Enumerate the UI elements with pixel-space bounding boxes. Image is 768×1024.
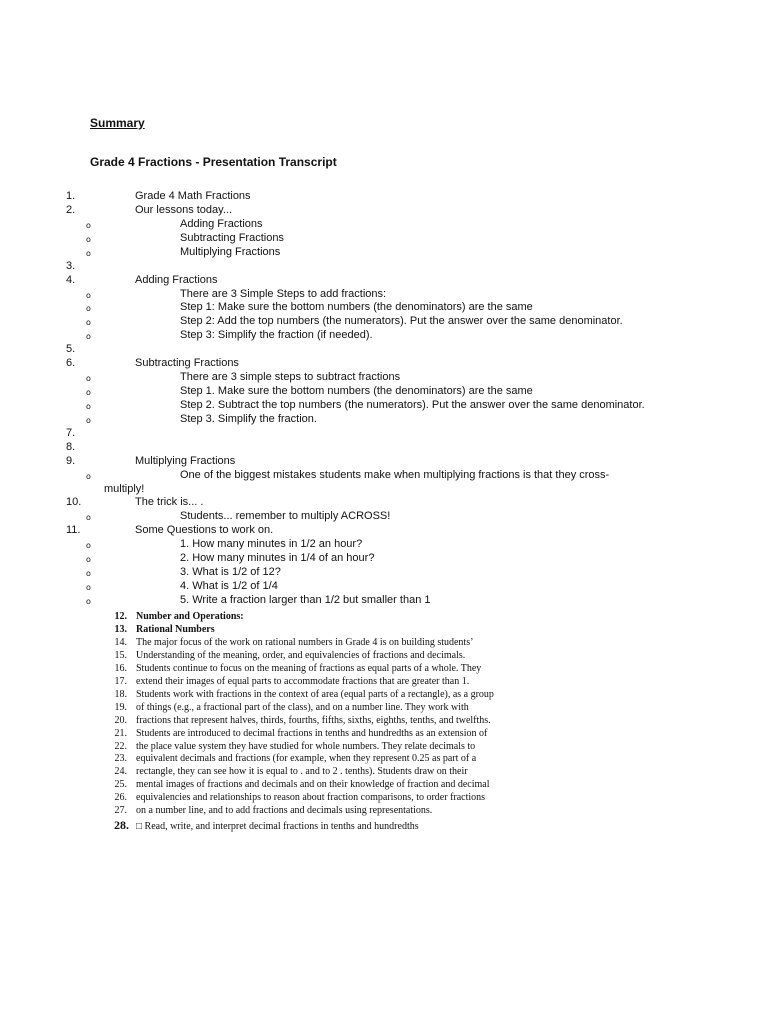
- outline-item: [0, 454, 740, 468]
- outline-number: 1.: [66, 190, 76, 202]
- numbered-line: [0, 740, 740, 754]
- outline-item: [0, 495, 740, 509]
- line-number: 20.: [114, 714, 127, 726]
- outline-number: 5.: [66, 343, 76, 356]
- line-number: 23.: [114, 753, 127, 765]
- outline-item: [0, 523, 740, 537]
- line-number: 18.: [114, 688, 127, 700]
- line-number: 19.: [114, 701, 127, 713]
- bullet-icon: o: [86, 220, 91, 230]
- line-number: 14.: [114, 636, 127, 648]
- line-text: The major focus of the work on rational numbers in Grade 4 is on building students’: [136, 636, 474, 648]
- numbered-line: [0, 804, 740, 818]
- line-text: Students work with fractions in the context of area (equal parts of a rectangle), as a group: [136, 688, 494, 700]
- outline-subitem-text: 5. Write a fraction larger than 1/2 but smaller than 1: [180, 593, 431, 606]
- outline-subitem-text: Step 3: Simplify the fraction (if needed).: [180, 329, 373, 342]
- outline-subitem-text: There are 3 Simple Steps to add fractions:: [180, 287, 387, 300]
- line-number: 21.: [114, 727, 127, 739]
- line-text: fractions that represent halves, thirds, fourths, fifths, sixths, eighths, tenths, and twelfths.: [136, 714, 491, 726]
- outline-subitem-text: 2. How many minutes in 1/4 of an hour?: [180, 552, 375, 565]
- numbered-line: [0, 727, 740, 741]
- outline-item: [0, 370, 740, 384]
- outline-item: [0, 565, 740, 579]
- numbered-line: [0, 675, 740, 689]
- bullet-icon: o: [86, 471, 91, 481]
- line-number: 28.: [114, 818, 129, 833]
- outline-subitem-text: Adding Fractions: [180, 217, 263, 230]
- outline-text: Our lessons today...: [135, 203, 233, 216]
- outline-item: [0, 384, 740, 398]
- outline-continuation-text: multiply!: [104, 482, 145, 495]
- bullet-icon: o: [86, 248, 91, 258]
- bullet-icon: o: [86, 290, 91, 300]
- outline-item: [0, 468, 740, 482]
- line-text: Students are introduced to decimal fractions in tenths and hundredths as an extension of: [136, 727, 488, 739]
- line-text: of things (e.g., a fractional part of the class), and on a number line. They work with: [136, 701, 469, 713]
- line-text: Students continue to focus on the meaning of fractions as equal parts of a whole. They: [136, 662, 482, 674]
- document-title: Grade 4 Fractions - Presentation Transcript: [90, 155, 337, 169]
- outline-item: [0, 412, 740, 426]
- numbered-line: [0, 623, 740, 637]
- line-text: equivalencies and relationships to reason about fraction comparisons, to order fractions: [136, 792, 486, 804]
- outline-item: [0, 482, 740, 496]
- line-text: mental images of fractions and decimals and on their knowledge of fraction and decimal: [136, 779, 490, 791]
- line-number: 13.: [114, 623, 127, 635]
- outline-number: 7.: [66, 426, 76, 439]
- numbered-line: [0, 791, 740, 805]
- line-text: Rational Numbers: [136, 623, 215, 635]
- outline-subitem-text: 3. What is 1/2 of 12?: [180, 566, 281, 579]
- outline-item: [0, 509, 740, 523]
- outline-number: 6.: [66, 357, 76, 370]
- line-text: rectangle, they can see how it is equal to . and to 2 . tenths). Students draw on their: [136, 766, 468, 778]
- line-text: □ Read, write, and interpret decimal fractions in tenths and hundredths: [136, 821, 419, 833]
- numbered-line: [0, 714, 740, 728]
- outline-item: [0, 593, 740, 607]
- line-text: Understanding of the meaning, order, and equivalencies of fractions and decimals.: [136, 649, 466, 661]
- bullet-icon: o: [86, 332, 91, 342]
- outline-subitem-text: There are 3 simple steps to subtract fractions: [180, 371, 401, 384]
- outline-item: [0, 217, 740, 231]
- bullet-icon: o: [86, 374, 91, 384]
- outline-item: [0, 273, 740, 287]
- numbered-line: [0, 662, 740, 676]
- line-text: Number and Operations:: [136, 611, 244, 622]
- outline-item: [0, 203, 740, 217]
- bullet-icon: o: [86, 401, 91, 411]
- line-number: 12.: [114, 611, 127, 622]
- outline-subitem-text: Subtracting Fractions: [180, 231, 284, 244]
- numbered-line: [0, 610, 740, 624]
- outline-text: Some Questions to work on.: [135, 524, 274, 537]
- outline-number: 10.: [66, 496, 82, 509]
- outline-text: The trick is... .: [135, 496, 204, 509]
- outline-item: [0, 537, 740, 551]
- bullet-icon: o: [86, 234, 91, 244]
- outline-item: [0, 314, 740, 328]
- line-number: 27.: [114, 805, 127, 817]
- bullet-icon: o: [86, 304, 91, 314]
- outline-item: [0, 398, 740, 412]
- line-number: 15.: [114, 649, 127, 661]
- numbered-line: [0, 636, 740, 650]
- bullet-icon: o: [86, 596, 91, 606]
- line-text: extend their images of equal parts to accommodate fractions that are greater than 1.: [136, 675, 470, 687]
- outline-subitem-text: Step 3. Simplify the fraction.: [180, 412, 317, 425]
- outline-item: [0, 579, 740, 593]
- outline-subitem-text: Step 2. Subtract the top numbers (the numerators). Put the answer over the same denominator.: [180, 398, 645, 411]
- numbered-line: [0, 778, 740, 792]
- outline-item: [0, 426, 740, 440]
- outline-subitem-text: 4. What is 1/2 of 1/4: [180, 580, 278, 593]
- bullet-icon: o: [86, 569, 91, 579]
- outline-number: 8.: [66, 440, 76, 453]
- numbered-line: [0, 765, 740, 779]
- line-number: 22.: [114, 740, 127, 752]
- line-number: 26.: [114, 792, 127, 804]
- bullet-icon: o: [86, 318, 91, 328]
- numbered-line: [0, 819, 740, 833]
- outline-subitem-text: One of the biggest mistakes students make when multiplying fractions is that they cross-: [180, 468, 610, 481]
- outline-item: [0, 259, 740, 273]
- line-number: 25.: [114, 779, 127, 791]
- outline-item: [0, 231, 740, 245]
- outline-number: 9.: [66, 454, 76, 467]
- outline-number: 11.: [66, 524, 81, 537]
- outline-number: 3.: [66, 259, 76, 272]
- line-number: 16.: [114, 662, 127, 674]
- line-text: on a number line, and to add fractions and decimals using representations.: [136, 805, 433, 817]
- outline-text: Adding Fractions: [135, 273, 218, 286]
- summary-heading: Summary: [90, 116, 145, 130]
- bullet-icon: o: [86, 415, 91, 425]
- bullet-icon: o: [86, 513, 91, 523]
- bullet-icon: o: [86, 555, 91, 565]
- outline-subitem-text: Multiplying Fractions: [180, 245, 281, 258]
- bullet-icon: o: [86, 583, 91, 593]
- outline-text: Subtracting Fractions: [135, 357, 239, 370]
- bullet-icon: o: [86, 541, 91, 551]
- numbered-line: [0, 752, 740, 766]
- line-number: 17.: [114, 675, 127, 687]
- outline-subitem-text: Step 2: Add the top numbers (the numerators). Put the answer over the same denominator.: [180, 315, 623, 328]
- outline-text: Multiplying Fractions: [135, 454, 236, 467]
- outline-number: 2.: [66, 203, 76, 216]
- line-number: 24.: [114, 766, 127, 778]
- outline-item: [0, 300, 740, 314]
- outline-item: [0, 356, 740, 370]
- outline-item: [0, 342, 740, 356]
- outline-item: [0, 551, 740, 565]
- outline-subitem-text: Step 1: Make sure the bottom numbers (the denominators) are the same: [180, 301, 533, 314]
- outline-subitem-text: 1. How many minutes in 1/2 an hour?: [180, 538, 363, 551]
- outline-item: [0, 287, 740, 301]
- outline-text: Grade 4 Math Fractions: [135, 190, 251, 202]
- outline-number: 4.: [66, 273, 76, 286]
- line-text: equivalent decimals and fractions (for example, when they represent 0.25 as part of a: [136, 753, 477, 765]
- bullet-icon: o: [86, 388, 91, 398]
- outline-item: [0, 328, 740, 342]
- outline-item: [0, 440, 740, 454]
- numbered-line: [0, 701, 740, 715]
- line-text: the place value system they have studied for whole numbers. They relate decimals to: [136, 740, 476, 752]
- outline-item: [0, 245, 740, 259]
- outline-item: [0, 189, 740, 203]
- outline-subitem-text: Students... remember to multiply ACROSS!: [180, 510, 391, 523]
- outline-subitem-text: Step 1. Make sure the bottom numbers (the denominators) are the same: [180, 385, 533, 398]
- numbered-line: [0, 649, 740, 663]
- numbered-line: [0, 688, 740, 702]
